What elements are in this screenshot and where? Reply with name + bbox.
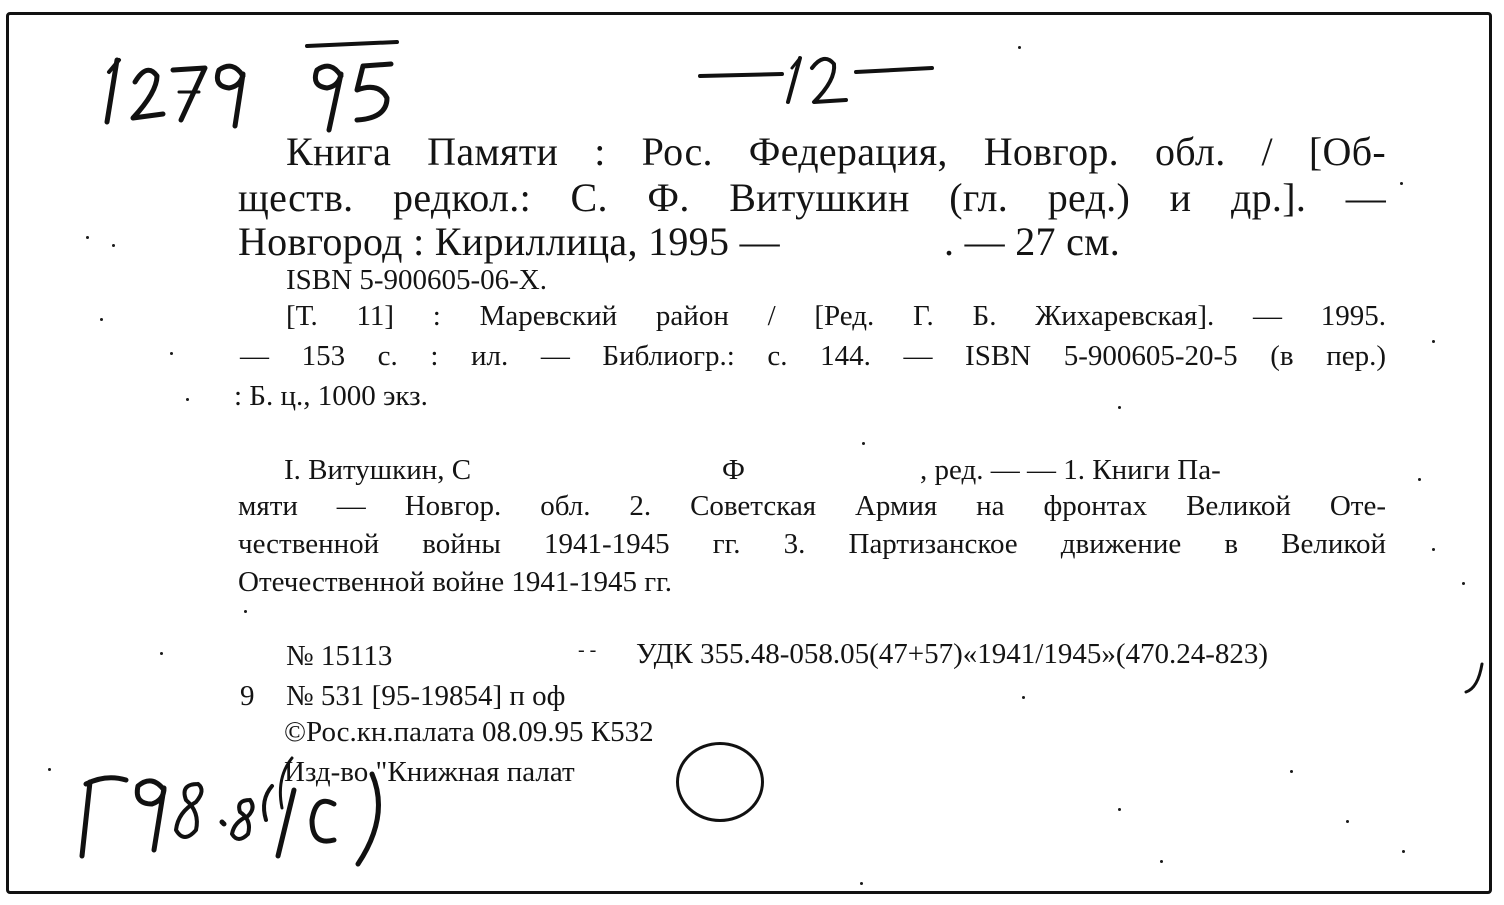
scan-speck	[86, 236, 89, 239]
handwritten-inventory-number	[95, 30, 415, 140]
scan-speck	[100, 318, 103, 321]
scan-speck	[112, 244, 115, 247]
subject-line-4: Отечественной войне 1941-1945 гг.	[238, 566, 673, 598]
scan-speck	[170, 352, 173, 355]
volume-line-2: — 153 с. : ил. — Библиогр.: с. 144. — ISBN 5-900605-20-5 (в пер.)	[240, 340, 1386, 372]
subject-line-1-rest: , ред. — — 1. Книги Па-	[920, 454, 1221, 486]
handwritten-code-label	[0, 0, 1, 1]
scan-speck	[1432, 340, 1435, 343]
scan-speck	[160, 652, 163, 655]
title-line-3-size: . — 27 см.	[944, 219, 1121, 264]
isbn-set: ISBN 5-900605-06-X.	[286, 264, 547, 296]
scan-speck	[1160, 860, 1163, 863]
title-line-2: ществ. редкол.: С. Ф. Витушкин (гл. ред.) и др.]. —	[238, 175, 1386, 220]
scan-speck	[860, 882, 863, 885]
scan-speck	[1402, 850, 1405, 853]
scan-speck	[1118, 808, 1121, 811]
record-number: № 15113	[286, 640, 393, 672]
scan-speck	[1418, 478, 1421, 481]
order-line: № 531 [95-19854] п оф	[286, 680, 566, 712]
scan-speck	[186, 398, 189, 401]
dash-marks: - -	[578, 639, 597, 661]
title-line-1: Книга Памяти : Рос. Федерация, Новгор. обл. / [Об-	[286, 129, 1386, 174]
scan-speck	[1462, 582, 1465, 585]
handwritten-number-label	[0, 0, 1, 1]
scan-speck	[1022, 696, 1025, 699]
scan-speck	[1346, 820, 1349, 823]
volume-line-1: [Т. 11] : Маревский район / [Ред. Г. Б. Жихаревская]. — 1995.	[286, 300, 1386, 332]
handwritten-bracket-mark	[268, 752, 298, 812]
subject-line-3: чественной войны 1941-1945 гг. 3. Партизанское движение в Великой	[238, 528, 1386, 560]
volume-line-3: : Б. ц., 1000 экз.	[234, 380, 428, 412]
scan-speck	[48, 768, 51, 771]
publisher-line: Изд-во "Книжная палат	[284, 756, 575, 788]
title-line-3-imprint: Новгород : Кириллица, 1995 —	[238, 219, 780, 264]
stamp-circle	[676, 742, 764, 822]
subject-editor-name: I. Витушкин, С	[284, 454, 472, 486]
scan-speck	[1432, 548, 1435, 551]
handwritten-page-number	[696, 44, 936, 114]
handwritten-year-label	[0, 0, 1, 1]
subject-editor-initial: Ф	[722, 454, 745, 486]
print-prefix: 9	[240, 680, 255, 712]
scan-speck	[1400, 182, 1403, 185]
scan-speck	[1290, 770, 1293, 773]
tick-mark	[1460, 658, 1490, 698]
scan-speck	[1018, 46, 1021, 49]
scan-speck	[862, 442, 865, 445]
handwritten-page-label	[0, 0, 1, 1]
scan-speck	[1118, 406, 1121, 409]
udc-code: УДК 355.48-058.05(47+57)«1941/1945»(470.24-823)	[636, 638, 1269, 670]
subject-line-2: мяти — Новгор. обл. 2. Советская Армия на фронтах Великой Оте-	[238, 490, 1386, 522]
scan-speck	[244, 610, 247, 613]
copyright-line: ©Рос.кн.палата 08.09.95 К532	[284, 716, 654, 748]
